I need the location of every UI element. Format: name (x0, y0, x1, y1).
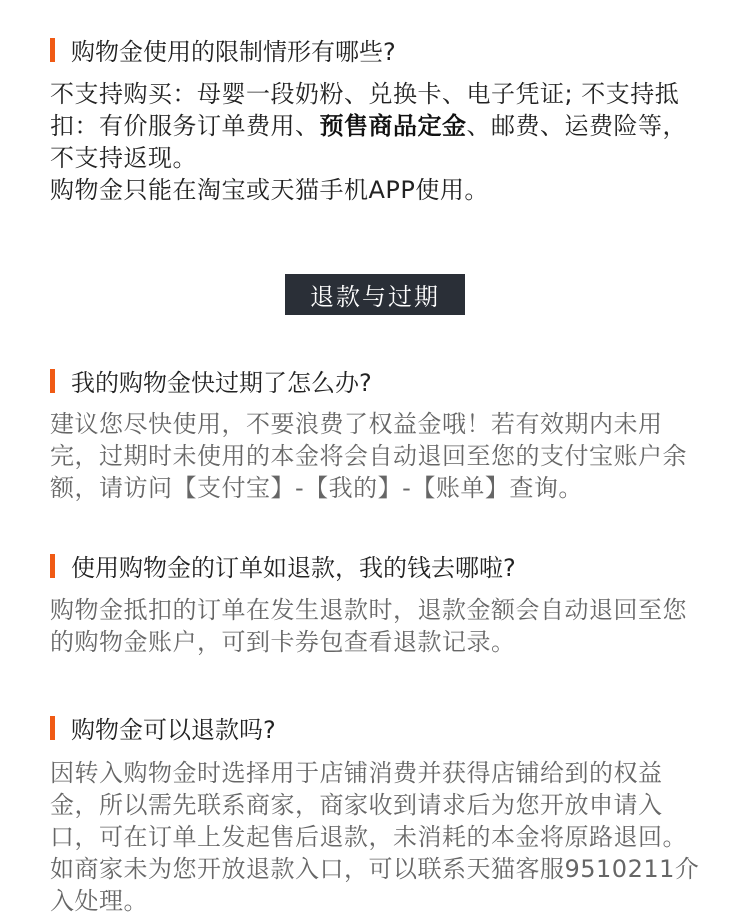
app-only-paragraph: 购物金只能在淘宝或天猫手机APP使用。 (50, 176, 489, 204)
refund-order-paragraph: 购物金抵扣的订单在发生退款时，退款金额会自动退回至您的购物金账户，可到卡券包查看退款记录。 (50, 596, 687, 656)
refundable-paragraph: 因转入购物金时选择用于店铺消费并获得店铺给到的权益金，所以需先联系商家，商家收到请求后为您开放申请入口，可在订单上发起售后退款，未消耗的本金将原路退回。如商家未为您开放退款入口，可以联系天猫客服9510211介入处理。 (50, 759, 700, 915)
restrictions-text-bold: 预售商品定金 (319, 112, 467, 140)
section-heading-expiry (50, 363, 372, 398)
heading-text: 购物金可以退款吗? (71, 716, 276, 744)
section-heading-refundable (50, 710, 276, 745)
refund-expiry-banner: 退款与过期 (285, 274, 465, 315)
accent-bar (50, 369, 55, 393)
restrictions-paragraph (50, 78, 700, 174)
heading-text: 使用购物金的订单如退款，我的钱去哪啦? (71, 554, 516, 582)
expiry-paragraph: 建议您尽快使用，不要浪费了权益金哦！若有效期内未用完，过期时未使用的本金将会自动退回至您的支付宝账户余额，请访问【支付宝】-【我的】-【账单】查询。 (50, 410, 687, 502)
heading-text: 购物金使用的限制情形有哪些? (71, 38, 396, 66)
accent-bar (50, 716, 55, 740)
heading-text: 我的购物金快过期了怎么办? (71, 369, 372, 397)
restrictions-text-a: 不支持购买：母婴一段奶粉、兑换卡、电子凭证; 不支持抵扣：有价服务订单费用、 (50, 80, 680, 140)
section-heading-refund-order (50, 548, 516, 583)
accent-bar (50, 554, 55, 578)
section-heading-restrictions (50, 32, 396, 67)
accent-bar (50, 38, 55, 62)
restrictions-text-b: 、邮费、运费险等，不支持返现。 (50, 112, 687, 172)
